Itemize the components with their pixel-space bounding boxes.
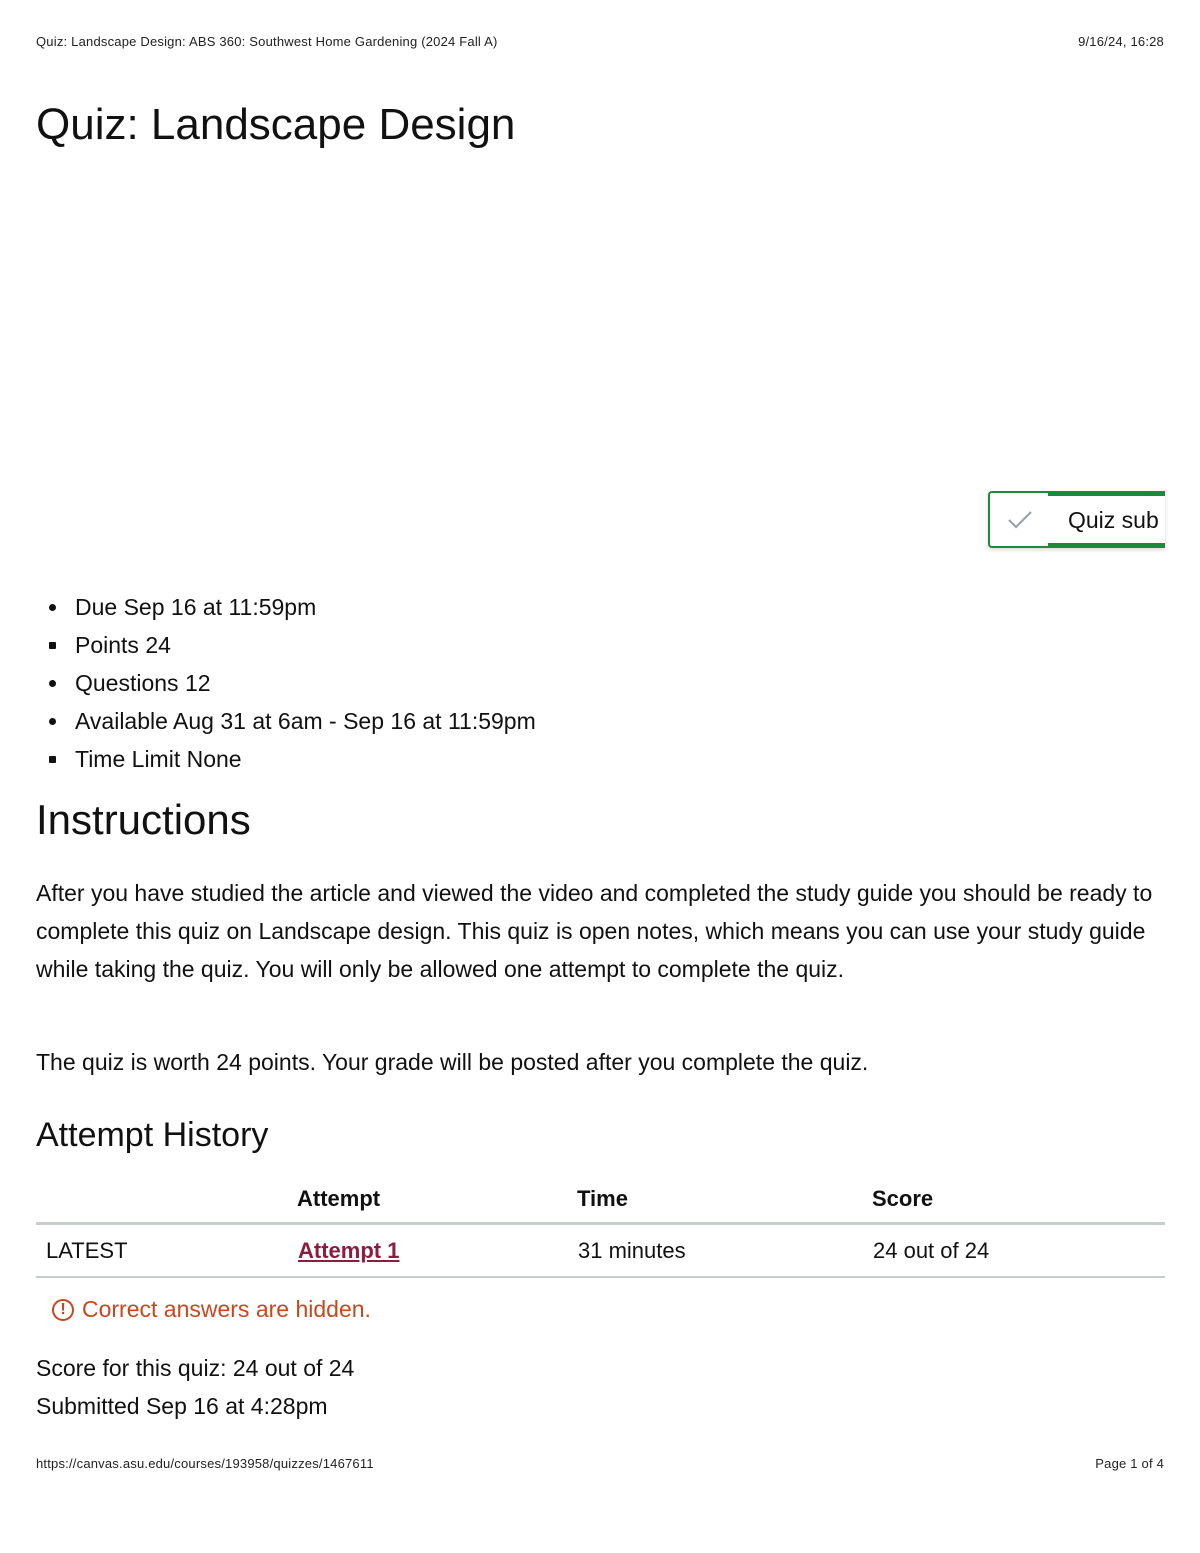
table-row [36, 1224, 1165, 1278]
print-header-title: Quiz: Landscape Design: ABS 360: Southwest Home Gardening (2024 Fall A) [36, 34, 498, 49]
attempt-score: 24 out of 24 [872, 1224, 1165, 1278]
detail-points: Points 24 [36, 626, 536, 664]
toast-top-bar [1048, 493, 1165, 496]
column-header-attempt: Attempt [297, 1176, 577, 1224]
column-header-time: Time [577, 1176, 872, 1224]
submitted-time: Submitted Sep 16 at 4:28pm [36, 1393, 328, 1419]
toast-message: Quiz sub [1068, 507, 1159, 533]
score-for-quiz: Score for this quiz: 24 out of 24 [36, 1355, 355, 1381]
print-header-timestamp: 9/16/24, 16:28 [1078, 34, 1164, 49]
correct-answers-hidden-notice [52, 1296, 371, 1323]
instructions-heading: Instructions [36, 796, 251, 843]
attempt-history-heading: Attempt History [36, 1116, 269, 1154]
notice-text: Correct answers are hidden. [82, 1296, 371, 1322]
attempt-history-table [36, 1176, 1165, 1278]
print-footer [36, 1456, 1164, 1471]
quiz-submitted-toast [988, 491, 1165, 548]
print-header [36, 34, 1164, 49]
detail-available: Available Aug 31 at 6am - Sep 16 at 11:59pm [36, 702, 536, 740]
column-header-blank [36, 1176, 297, 1224]
attempt-cell [297, 1224, 577, 1278]
page-title: Quiz: Landscape Design [36, 100, 516, 149]
table-header-row [36, 1176, 1165, 1224]
attempt-label: LATEST [36, 1224, 297, 1278]
detail-due: Due Sep 16 at 11:59pm [36, 588, 536, 626]
quiz-details-list [36, 588, 536, 778]
print-footer-url: https://canvas.asu.edu/courses/193958/quizzes/1467611 [36, 1456, 374, 1471]
instructions-paragraph-2: The quiz is worth 24 points. Your grade will be posted after you complete the quiz. [36, 1049, 869, 1075]
attempt-time: 31 minutes [577, 1224, 872, 1278]
checkmark-icon [990, 493, 1050, 546]
detail-time-limit: Time Limit None [36, 740, 536, 778]
column-header-score: Score [872, 1176, 1165, 1224]
detail-questions: Questions 12 [36, 664, 536, 702]
alert-circle-icon: ! [52, 1299, 74, 1321]
attempt-1-link[interactable]: Attempt 1 [298, 1237, 400, 1263]
print-footer-page-number: Page 1 of 4 [1095, 1456, 1164, 1471]
instructions-paragraph-1: After you have studied the article and viewed the video and completed the study guide you should be ready to complete this quiz on Landscape design. This quiz is open notes, which means you can use your study guide while taking the quiz. You will only be allowed one attempt to complete the quiz. [36, 880, 1153, 982]
toast-bottom-bar [1048, 543, 1165, 546]
